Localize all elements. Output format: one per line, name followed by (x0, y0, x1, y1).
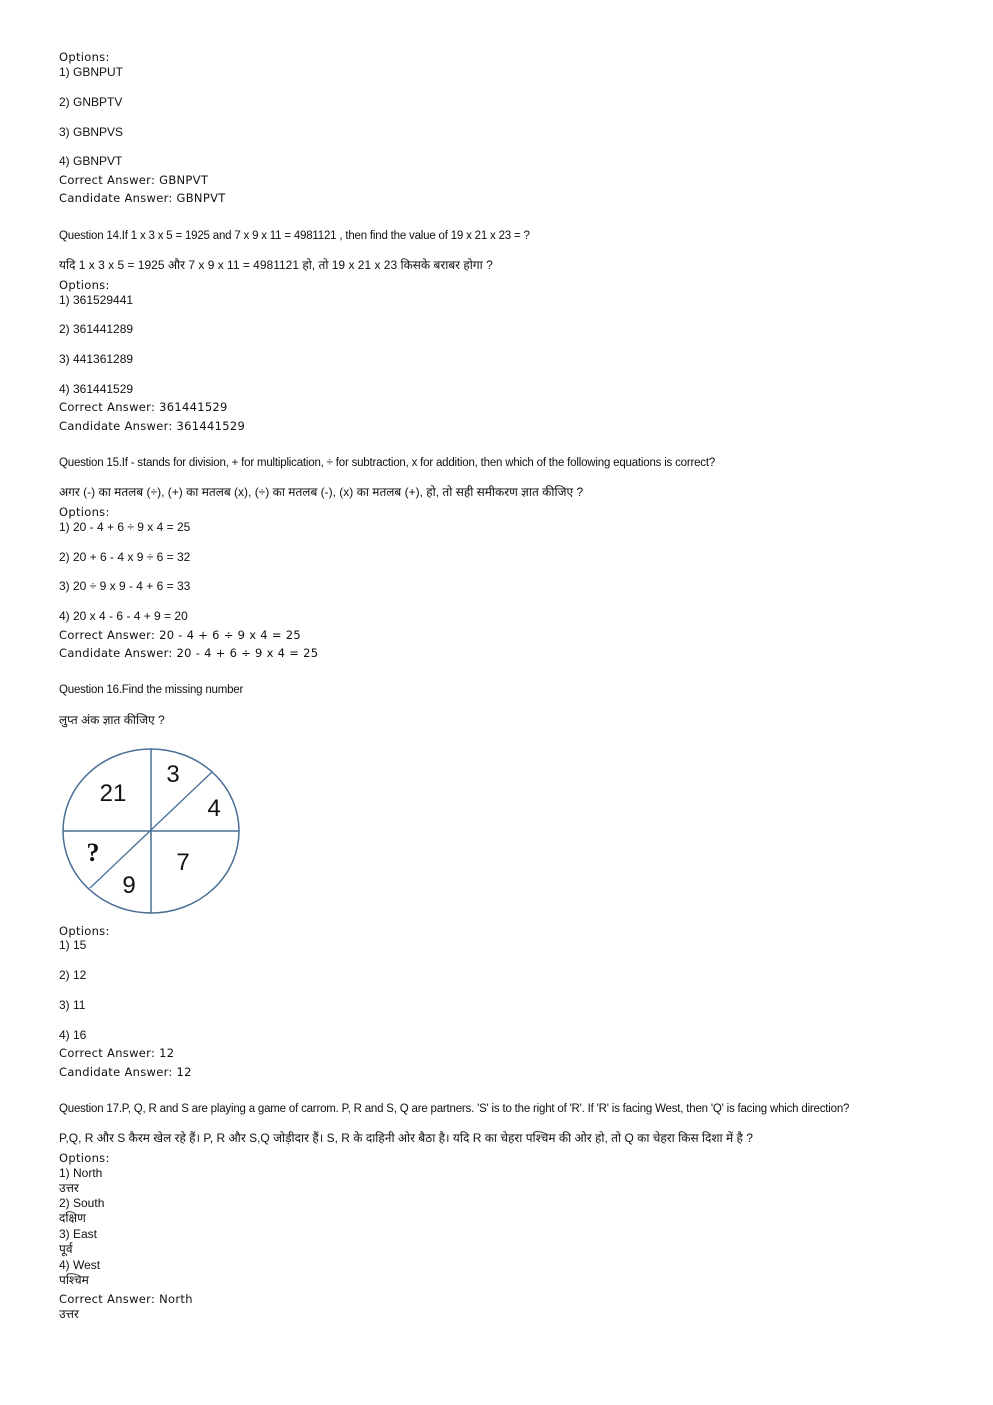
candidate-answer: Candidate Answer: 361441529 (59, 419, 246, 433)
segment-value: 21 (99, 780, 127, 807)
candidate-answer: Candidate Answer: 20 - 4 + 6 ÷ 9 x 4 = 25 (59, 646, 319, 660)
candidate-answer: Candidate Answer: 12 (59, 1065, 192, 1079)
correct-answer: Correct Answer: GBNPVT (59, 173, 209, 187)
question-text: Question 17.P, Q, R and S are playing a game of carrom. P, R and S, Q are partners. 'S' is to the right of 'R'. If 'R' is facing West, then 'Q' is facing which direction? (59, 1103, 850, 1115)
svg-text:9: 9 (122, 872, 136, 899)
option-1-hindi: उत्तर (59, 1181, 79, 1195)
option-2: 2) 361441289 (59, 322, 134, 336)
question-text: Question 15.If - stands for division, + for multiplication, ÷ for subtraction, x for addition, then which of the following equations is correct? (59, 457, 716, 469)
option-4: 4) West (59, 1258, 101, 1272)
option-3: 3) GBNPVS (59, 125, 124, 139)
option-1: 1) 20 - 4 + 6 ÷ 9 x 4 = 25 (59, 520, 191, 534)
option-2: 2) 12 (59, 968, 87, 982)
options-label: Options: (59, 505, 110, 519)
candidate-answer: Candidate Answer: GBNPVT (59, 191, 226, 205)
option-2: 2) GNBPTV (59, 95, 123, 109)
option-4: 4) 361441529 (59, 382, 134, 396)
option-4-hindi: पश्चिम (59, 1273, 89, 1287)
option-1: 1) North (59, 1166, 103, 1180)
correct-answer: Correct Answer: North (59, 1292, 193, 1306)
option-3: 3) 20 ÷ 9 x 9 - 4 + 6 = 33 (59, 579, 191, 593)
option-1: 1) GBNPUT (59, 65, 124, 79)
question-text-hindi: अगर (-) का मतलब (÷), (+) का मतलब (x), (÷) का मतलब (-), (x) का मतलब (+), हो, तो सही समीकरण ज्ञात कीजिए ? (59, 485, 584, 499)
options-label: Options: (59, 1151, 110, 1165)
question-text-hindi: लुप्त अंक ज्ञात कीजिए ? (59, 713, 165, 727)
correct-answer: Correct Answer: 20 - 4 + 6 ÷ 9 x 4 = 25 (59, 628, 301, 642)
option-1: 1) 361529441 (59, 293, 134, 307)
correct-answer: Correct Answer: 361441529 (59, 400, 228, 414)
options-label: Options: (59, 50, 110, 64)
option-3: 3) 11 (59, 998, 86, 1012)
option-3-hindi: पूर्व (59, 1242, 73, 1256)
option-4: 4) GBNPVT (59, 154, 123, 168)
svg-text:?: ? (86, 838, 100, 867)
svg-text:3: 3 (166, 761, 180, 788)
question-text-hindi: P,Q, R और S कैरम खेल रहे हैं। P, R और S,Q जोड़ीदार हैं। S, R के दाहिनी ओर बैठा है। यदि R का चेहरा पश्चिम की ओर हो, तो Q का चेहरा किस दिशा में है ? (59, 1131, 753, 1145)
option-4: 4) 20 x 4 - 6 - 4 + 9 = 20 (59, 609, 188, 623)
question-text-hindi: यदि 1 x 3 x 5 = 1925 और 7 x 9 x 11 = 4981121 हो, तो 19 x 21 x 23 किसके बराबर होगा ? (59, 258, 493, 272)
svg-text:7: 7 (176, 849, 190, 876)
option-2: 2) 20 + 6 - 4 x 9 ÷ 6 = 32 (59, 550, 191, 564)
question-text: Question 14.If 1 x 3 x 5 = 1925 and 7 x 9 x 11 = 4981121 , then find the value of 19 x 21 x 23 = ? (59, 230, 530, 242)
svg-text:4: 4 (207, 795, 221, 822)
options-label: Options: (59, 924, 110, 938)
missing-number-circle-diagram (60, 746, 242, 916)
option-3: 3) East (59, 1227, 98, 1241)
correct-answer: Correct Answer: 12 (59, 1046, 175, 1060)
option-2: 2) South (59, 1196, 105, 1210)
question-text: Question 16.Find the missing number (59, 684, 244, 696)
correct-answer-hindi: उत्तर (59, 1307, 79, 1321)
option-3: 3) 441361289 (59, 352, 134, 366)
option-1: 1) 15 (59, 938, 87, 952)
options-label: Options: (59, 278, 110, 292)
option-4: 4) 16 (59, 1028, 87, 1042)
option-2-hindi: दक्षिण (59, 1211, 86, 1225)
